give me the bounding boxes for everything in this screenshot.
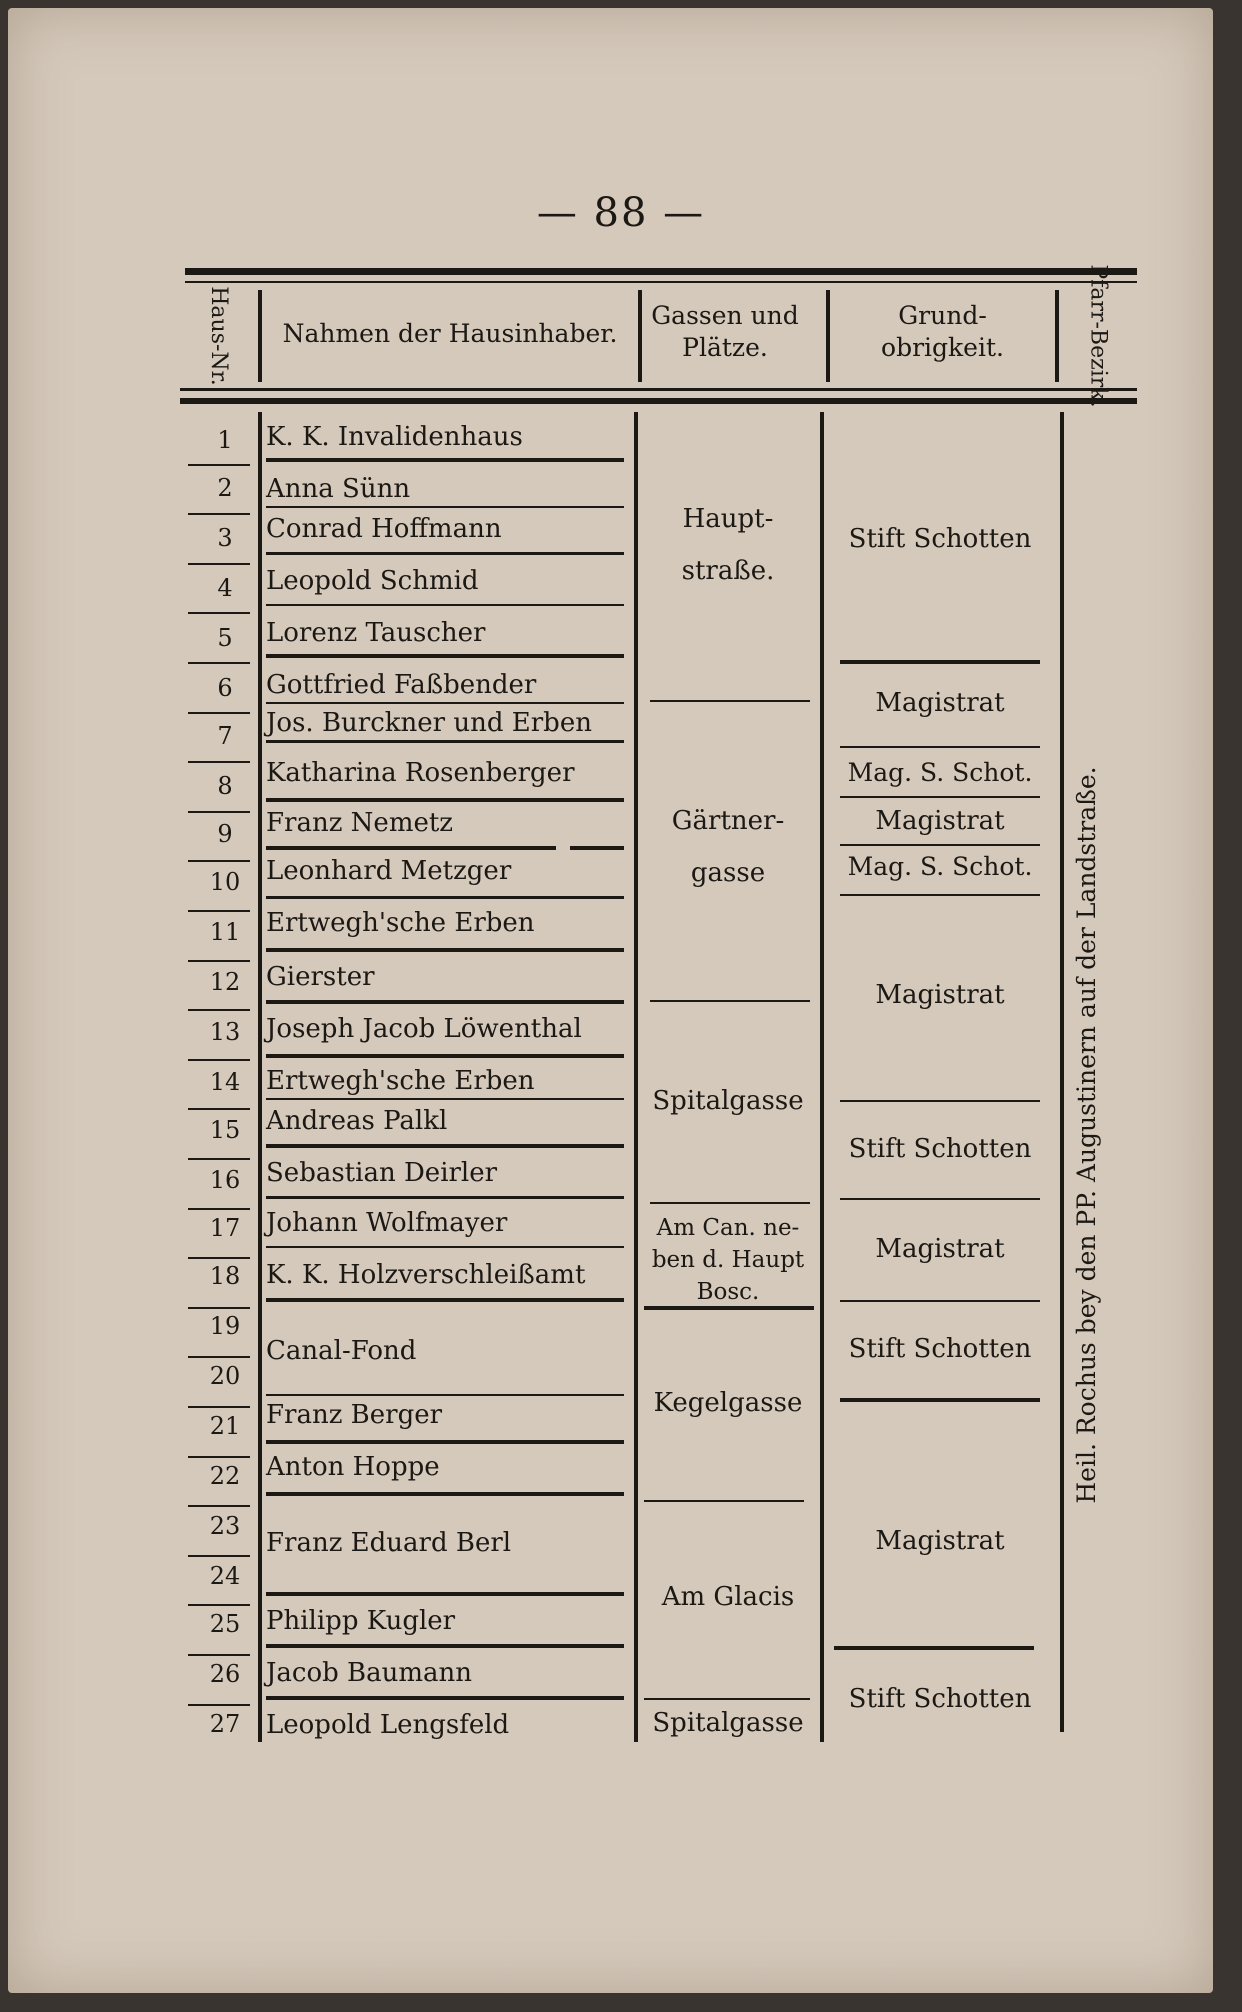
number-row-rule xyxy=(188,761,250,763)
name-rule xyxy=(266,896,624,899)
street-am-glacis: Am Glacis xyxy=(661,1582,795,1612)
number-row-rule xyxy=(188,1158,250,1160)
house-no: 4 xyxy=(217,574,233,602)
house-no: 7 xyxy=(217,722,233,750)
number-row-rule xyxy=(188,811,250,813)
street-spitalgasse-2: Spitalgasse xyxy=(652,1708,804,1738)
name-rule xyxy=(266,604,624,606)
name-rule xyxy=(266,1492,624,1496)
authority-rule xyxy=(840,796,1040,798)
authority-rule xyxy=(834,1646,1034,1650)
header-house-no xyxy=(180,286,256,386)
authority-stift-schotten: Stift Schotten xyxy=(848,524,1032,554)
number-row-rule xyxy=(188,1654,250,1656)
owner-name: Leopold Lengsfeld xyxy=(266,1710,510,1740)
house-no: 8 xyxy=(217,772,233,800)
street-am-canal-l3: Bosc. xyxy=(696,1279,760,1305)
house-no: 6 xyxy=(217,674,233,702)
street-rule xyxy=(644,1306,814,1310)
header-rule-top-thin xyxy=(185,281,1137,283)
owner-name: Gottfried Faßbender xyxy=(266,670,537,700)
header-parish xyxy=(1060,264,1136,408)
owner-name: Ertwegh'sche Erben xyxy=(266,908,535,938)
name-rule xyxy=(266,506,624,508)
street-rule xyxy=(650,1000,810,1002)
house-no: 20 xyxy=(209,1362,241,1390)
header-authority: Grund-obrigkeit. xyxy=(881,301,1004,362)
house-no: 24 xyxy=(209,1562,241,1590)
house-no: 2 xyxy=(217,474,233,502)
street-kegelgasse: Kegelgasse xyxy=(653,1388,803,1418)
authority-rule xyxy=(840,746,1040,748)
header-divider-1 xyxy=(258,290,262,382)
header-streets: Gassen und Plätze. xyxy=(651,301,799,362)
authority-stift-schotten: Stift Schotten xyxy=(848,1684,1032,1714)
authority-magistrat: Magistrat xyxy=(875,806,1005,836)
col-rule-3 xyxy=(820,412,824,1742)
owner-name: Leonhard Metzger xyxy=(266,856,512,886)
street-gaertnergasse-l2: gasse xyxy=(690,858,766,888)
house-no: 13 xyxy=(209,1018,241,1046)
number-row-rule xyxy=(188,1555,250,1557)
header-rule-bottom xyxy=(180,388,1137,391)
name-rule xyxy=(266,1246,624,1248)
number-row-rule xyxy=(188,1009,250,1011)
house-no: 3 xyxy=(217,524,233,552)
header-divider-4 xyxy=(1055,290,1059,382)
owner-name: Jos. Burckner und Erben xyxy=(266,708,592,738)
name-rule xyxy=(266,458,624,462)
owner-name: Canal-Fond xyxy=(266,1336,417,1366)
name-rule xyxy=(266,1054,624,1058)
owner-name: Leopold Schmid xyxy=(266,566,479,596)
owner-name: Gierster xyxy=(266,962,375,992)
name-rule xyxy=(266,1394,624,1396)
number-row-rule xyxy=(188,1108,250,1110)
owner-name: Johann Wolfmayer xyxy=(266,1208,508,1238)
number-row-rule xyxy=(188,860,250,862)
authority-rule xyxy=(840,1198,1040,1200)
number-row-rule xyxy=(188,712,250,714)
name-rule xyxy=(570,846,624,850)
owner-name: Anna Sünn xyxy=(266,474,411,504)
name-rule xyxy=(266,552,624,555)
authority-rule xyxy=(840,844,1040,846)
owner-name: K. K. Invalidenhaus xyxy=(266,422,523,452)
house-no: 16 xyxy=(209,1166,241,1194)
owner-name: Andreas Palkl xyxy=(266,1106,448,1136)
street-am-canal xyxy=(638,1212,818,1308)
owner-name: Franz Eduard Berl xyxy=(266,1528,512,1558)
owner-name: Ertwegh'sche Erben xyxy=(266,1066,535,1096)
owner-name: Philipp Kugler xyxy=(266,1606,456,1636)
header-divider-2 xyxy=(638,290,642,382)
owner-name: K. K. Holzverschleißamt xyxy=(266,1260,586,1290)
number-row-rule xyxy=(188,1257,250,1259)
street-rule xyxy=(644,1500,804,1502)
street-am-canal-l2: ben d. Haupt xyxy=(651,1247,805,1273)
number-row-rule xyxy=(188,910,250,912)
street-hauptstrasse-l2: straße. xyxy=(681,556,775,586)
owner-name: Conrad Hoffmann xyxy=(266,514,502,544)
house-no: 27 xyxy=(209,1710,241,1738)
name-rule xyxy=(266,1298,624,1302)
name-rule xyxy=(266,1592,624,1596)
number-row-rule xyxy=(188,1704,250,1706)
house-no: 10 xyxy=(209,868,241,896)
number-row-rule xyxy=(188,563,250,565)
authority-stift-schotten: Stift Schotten xyxy=(848,1134,1032,1164)
house-no: 21 xyxy=(209,1412,241,1440)
number-row-rule xyxy=(188,1307,250,1309)
authority-rule xyxy=(840,1300,1040,1302)
street-rule xyxy=(644,1698,810,1700)
authority-rule xyxy=(840,1100,1040,1102)
name-rule xyxy=(266,1144,624,1148)
number-row-rule xyxy=(188,513,250,515)
authority-mag-s-schot: Mag. S. Schot. xyxy=(847,758,1033,787)
authority-magistrat: Magistrat xyxy=(875,1234,1005,1264)
number-row-rule xyxy=(188,662,250,664)
name-rule xyxy=(266,1696,624,1700)
number-row-rule xyxy=(188,464,250,466)
street-am-canal-l1: Am Can. ne- xyxy=(656,1215,800,1241)
street-gaertnergasse-l1: Gärtner- xyxy=(671,806,785,836)
house-no: 9 xyxy=(217,820,233,848)
number-row-rule xyxy=(188,1505,250,1507)
name-rule xyxy=(266,1644,624,1648)
number-row-rule xyxy=(188,1456,250,1458)
name-rule xyxy=(266,1196,624,1199)
number-row-rule xyxy=(188,1604,250,1606)
name-rule xyxy=(266,654,624,658)
house-no: 17 xyxy=(209,1214,241,1242)
street-rule xyxy=(650,700,810,702)
house-no: 11 xyxy=(209,918,241,946)
street-hauptstrasse-l1: Haupt- xyxy=(682,504,774,534)
authority-mag-s-schot: Mag. S. Schot. xyxy=(847,852,1033,881)
owner-name: Lorenz Tauscher xyxy=(266,618,486,648)
header-parish-text: Pfarr-Bezirk. xyxy=(1086,264,1111,408)
parish-text: Heil. Rochus bey den PP. Augustinern auf der Landstraße. xyxy=(1072,766,1101,1504)
house-no: 23 xyxy=(209,1512,241,1540)
name-rule xyxy=(266,1098,624,1100)
house-no: 26 xyxy=(209,1660,241,1688)
house-no: 19 xyxy=(209,1312,241,1340)
name-rule xyxy=(266,846,556,850)
house-no: 5 xyxy=(217,624,233,652)
number-row-rule xyxy=(188,612,250,614)
header-house-no-text: Haus-Nr. xyxy=(206,286,232,386)
number-row-rule xyxy=(188,1059,250,1061)
authority-rule xyxy=(840,660,1040,664)
name-rule xyxy=(266,702,624,704)
owner-name: Joseph Jacob Löwenthal xyxy=(266,1014,582,1044)
header-rule-top xyxy=(185,268,1137,275)
col-rule-4 xyxy=(1060,412,1064,1732)
name-rule xyxy=(266,1000,624,1004)
header-owners: Nahmen der Hausinhaber. xyxy=(282,319,618,348)
house-no: 1 xyxy=(217,426,233,454)
owner-name: Jacob Baumann xyxy=(266,1658,473,1688)
name-rule xyxy=(266,798,624,802)
authority-rule xyxy=(840,1398,1040,1402)
number-row-rule xyxy=(188,1406,250,1408)
owner-name: Anton Hoppe xyxy=(266,1452,440,1482)
street-gaertnergasse xyxy=(638,804,818,890)
authority-rule xyxy=(840,894,1040,896)
header-divider-3 xyxy=(826,290,830,382)
house-no: 12 xyxy=(209,968,241,996)
house-no: 22 xyxy=(209,1462,241,1490)
house-no: 18 xyxy=(209,1262,241,1290)
number-row-rule xyxy=(188,1208,250,1210)
name-rule xyxy=(266,1440,624,1444)
owner-name: Katharina Rosenberger xyxy=(266,758,575,788)
house-no: 14 xyxy=(209,1068,241,1096)
name-rule xyxy=(266,740,624,743)
authority-magistrat: Magistrat xyxy=(875,1526,1005,1556)
authority-magistrat: Magistrat xyxy=(875,688,1005,718)
owner-name: Sebastian Deirler xyxy=(266,1158,498,1188)
header-rule-bottom-thick xyxy=(180,398,1137,404)
street-rule xyxy=(650,1202,810,1204)
owner-name: Franz Berger xyxy=(266,1400,443,1430)
owner-name: Franz Nemetz xyxy=(266,808,454,838)
page-number: — 88 — xyxy=(536,190,706,236)
authority-magistrat: Magistrat xyxy=(875,980,1005,1010)
house-no: 25 xyxy=(209,1610,241,1638)
house-no: 15 xyxy=(209,1116,241,1144)
authority-stift-schotten: Stift Schotten xyxy=(848,1334,1032,1364)
number-row-rule xyxy=(188,1356,250,1358)
street-hauptstrasse xyxy=(638,502,818,588)
street-spitalgasse-1: Spitalgasse xyxy=(652,1086,804,1116)
name-rule xyxy=(266,948,624,952)
number-row-rule xyxy=(188,960,250,962)
